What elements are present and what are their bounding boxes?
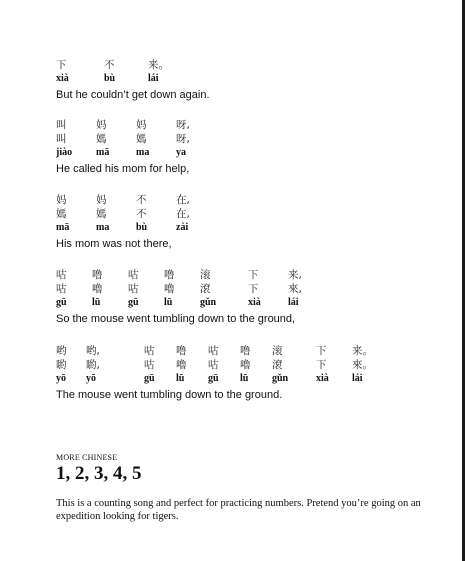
pinyin-line — [56, 373, 436, 385]
pinyin-syllable: xià — [316, 373, 329, 384]
chinese-character: 來。 — [352, 359, 373, 371]
pinyin-syllable: gū — [128, 297, 139, 308]
simplified-chinese-line — [56, 193, 436, 207]
chinese-character: 来。 — [148, 59, 169, 71]
english-translation: So the mouse went tumbling down to the ground, — [56, 313, 296, 325]
chinese-character: 噜 — [176, 345, 187, 357]
chinese-character: 妈 — [136, 119, 147, 131]
chinese-character: 媽 — [136, 133, 147, 145]
chinese-character: 咕 — [56, 283, 67, 295]
pinyin-syllable: gǔn — [200, 297, 217, 308]
chinese-character: 噜 — [92, 269, 103, 281]
chinese-character: 下 — [316, 345, 327, 357]
chinese-character: 噜 — [164, 269, 175, 281]
pinyin-line — [56, 222, 436, 234]
chinese-character: 咕 — [208, 359, 219, 371]
chinese-character: 嚕 — [92, 283, 103, 295]
chinese-character: 噜 — [240, 345, 251, 357]
pinyin-syllable: lū — [92, 297, 101, 308]
chinese-character: 喲 — [56, 359, 67, 371]
chinese-character: 咕 — [56, 269, 67, 281]
chinese-character: 滚 — [200, 269, 211, 281]
pinyin-syllable: lái — [288, 297, 299, 308]
chinese-character: 不 — [104, 59, 115, 71]
lyric-stanza — [56, 58, 436, 102]
lyric-stanza — [56, 118, 436, 176]
chinese-character: 来, — [288, 269, 302, 281]
chinese-character: 嚕 — [164, 283, 175, 295]
chinese-character: 妈 — [56, 194, 67, 206]
chinese-character: 妈 — [96, 194, 107, 206]
chinese-character: 在, — [176, 208, 190, 220]
song-title: 1, 2, 3, 4, 5 — [56, 463, 142, 484]
chinese-character: 咕 — [128, 283, 139, 295]
pinyin-syllable: lū — [164, 297, 173, 308]
chinese-character: 滾 — [272, 359, 283, 371]
pinyin-line — [56, 297, 436, 309]
pinyin-syllable: lū — [240, 373, 249, 384]
chinese-character: 下 — [56, 59, 67, 71]
chinese-character: 来。 — [352, 345, 373, 357]
chinese-character: 嚕 — [176, 359, 187, 371]
lyric-stanza — [56, 268, 436, 326]
pinyin-syllable: jiào — [56, 147, 73, 158]
chinese-character: 媽 — [56, 208, 67, 220]
chinese-character: 來, — [288, 283, 302, 295]
pinyin-syllable: xià — [56, 73, 69, 84]
chinese-character: 咕 — [144, 359, 155, 371]
english-translation: The mouse went tumbling down to the ground. — [56, 389, 283, 401]
chinese-character: 妈 — [96, 119, 107, 131]
chinese-character: 哟, — [86, 345, 100, 357]
simplified-chinese-line — [56, 344, 436, 358]
chinese-character: 咕 — [144, 345, 155, 357]
lyric-stanza — [56, 193, 436, 251]
chinese-character: 叫 — [56, 119, 67, 131]
chinese-character: 滾 — [200, 283, 211, 295]
pinyin-syllable: bù — [136, 222, 148, 233]
english-translation: His mom was not there, — [56, 238, 172, 250]
english-translation: He called his mom for help, — [56, 163, 190, 175]
pinyin-syllable: bù — [104, 73, 116, 84]
chinese-character: 媽 — [96, 208, 107, 220]
chinese-character: 咕 — [128, 269, 139, 281]
chinese-character: 喲, — [86, 359, 100, 371]
chinese-character: 不 — [136, 194, 147, 206]
pinyin-syllable: gǔn — [272, 373, 289, 384]
pinyin-syllable: xià — [248, 297, 261, 308]
chinese-character: 下 — [316, 359, 327, 371]
chinese-character: 咕 — [208, 345, 219, 357]
section-label: MORE CHINESE — [56, 453, 118, 462]
pinyin-syllable: mā — [96, 147, 110, 158]
lyric-stanza — [56, 344, 436, 402]
pinyin-syllable: yō — [86, 373, 96, 384]
chinese-character: 不 — [136, 208, 147, 220]
pinyin-syllable: gū — [144, 373, 155, 384]
traditional-chinese-line — [56, 207, 436, 221]
pinyin-syllable: lū — [176, 373, 185, 384]
chinese-character: 叫 — [56, 133, 67, 145]
traditional-chinese-line — [56, 358, 436, 372]
pinyin-syllable: ma — [96, 222, 110, 233]
song-description: This is a counting song and perfect for practicing numbers. Pretend you’re going on an expedition looking for tigers. — [56, 498, 421, 522]
pinyin-syllable: zài — [176, 222, 189, 233]
pinyin-syllable: mā — [56, 222, 70, 233]
chinese-character: 在, — [176, 194, 190, 206]
pinyin-syllable: lái — [148, 73, 159, 84]
pinyin-syllable: lái — [352, 373, 363, 384]
chinese-character: 下 — [248, 269, 259, 281]
pinyin-line — [56, 147, 436, 159]
chinese-character: 媽 — [96, 133, 107, 145]
chinese-character: 嚕 — [240, 359, 251, 371]
chinese-character: 下 — [248, 283, 259, 295]
chinese-character: 呀, — [176, 119, 190, 131]
pinyin-line — [56, 73, 436, 85]
simplified-chinese-line — [56, 268, 436, 282]
english-translation: But he couldn’t get down again. — [56, 89, 210, 101]
chinese-character: 哟 — [56, 345, 67, 357]
chinese-character: 呀, — [176, 133, 190, 145]
pinyin-syllable: yō — [56, 373, 66, 384]
chinese-character: 滚 — [272, 345, 283, 357]
pinyin-syllable: gū — [56, 297, 67, 308]
simplified-chinese-line — [56, 58, 436, 72]
traditional-chinese-line — [56, 282, 436, 296]
simplified-chinese-line — [56, 118, 436, 132]
pinyin-syllable: ya — [176, 147, 186, 158]
pinyin-syllable: ma — [136, 147, 150, 158]
traditional-chinese-line — [56, 132, 436, 146]
pinyin-syllable: gū — [208, 373, 219, 384]
